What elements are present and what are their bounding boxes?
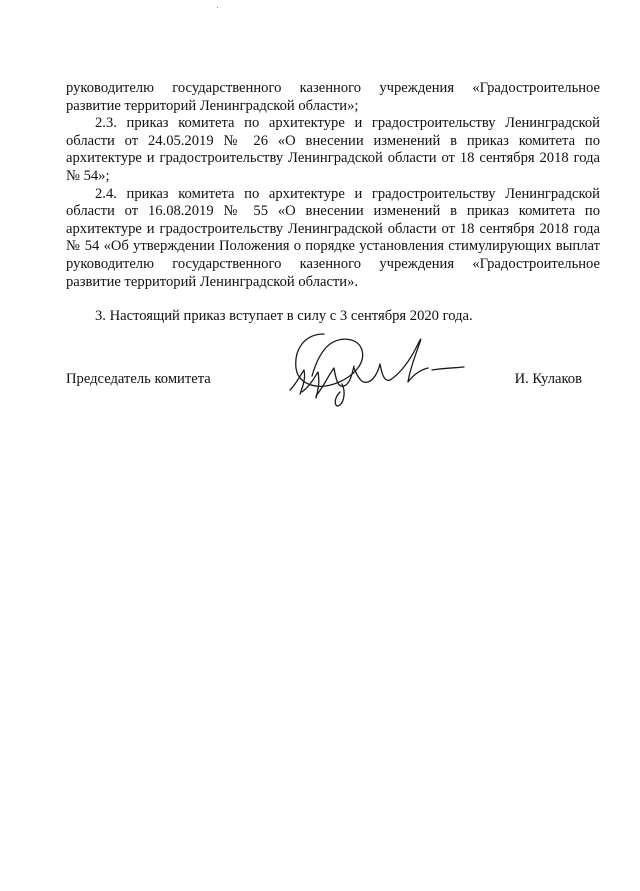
signatory-position: Председатель комитета	[66, 371, 211, 387]
document-body	[66, 80, 600, 326]
paragraph-continuation: руководителю государственного казенного учреждения «Градостроительное развитие территорий Ленинградской области»;	[66, 80, 600, 114]
paragraph-item-3: 3. Настоящий приказ вступает в силу с 3 сентября 2020 года.	[95, 308, 473, 325]
paragraph-item-2-4: 2.4. приказ комитета по архитектуре и градостроительству Ленинградской области от 16.08.2019 № 55 «О внесении изменений в приказ комитета по архитектуре и градостроительству Ленинградской области от 18 сентября 2018 года № 54 «Об утверждении Положения о порядке установления стимулирующих выплат руководителю государственного казенного учреждения «Градостроительное развитие территорий Ленинградской области».	[66, 185, 600, 290]
paragraph-item-2-3: 2.3. приказ комитета по архитектуре и градостроительству Ленинградской области от 24.05.2019 № 26 «О внесении изменений в приказ комитета по архитектуре и градостроительству Ленинградской области от 18 сентября 2018 года № 54»;	[66, 115, 600, 184]
handwritten-signature	[282, 328, 467, 408]
signatory-name: И. Кулаков	[514, 371, 582, 387]
scan-speck	[217, 7, 218, 8]
